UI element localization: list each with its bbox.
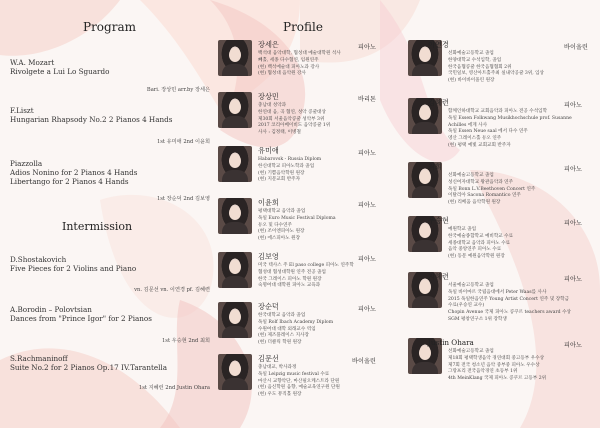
intermission-heading: Intermission	[62, 220, 133, 233]
program-item	[10, 159, 210, 202]
profile-card	[408, 216, 594, 266]
performer-instrument: 피아노	[564, 220, 582, 227]
composer: Piazzolla	[10, 159, 43, 168]
performer-bio: 선화예술고등학교 졸업 제18회 평택학생음악 경연대회 중고등부 우수상 제7회 전국 청소년 음악 중부중 피아노 우수상 그랑프리 전국음악경연 초등부 1위 4th MeinKlang 국제 피아노 콩쿠르 고등부 2위	[448, 349, 547, 382]
program-item	[10, 58, 210, 93]
performer-bio: 평택대학교 음악과 졸업 독일 Euro Music Festival Diploma 듀오 및 다수연주 (현) 조이엔피아노 원장 (현) 에스피아노 원장	[258, 209, 336, 242]
portrait-photo	[218, 146, 252, 182]
piece-title: Five Pieces for 2 Violins and Piano	[10, 264, 137, 273]
profile-card	[218, 40, 388, 90]
performer-bio: 선화예술고등학교 졸업 성신여자대학교 왕관음악과 연주 독일 Bonn L.V.Beethoven Concert 연주 이탈리아 Sacona Romantico 연주 (현) 리베움 음악학원 원장	[448, 173, 536, 206]
performer-instrument: 피아노	[358, 202, 376, 209]
performers: Bari. 장상민 arr.by 장세은	[146, 87, 210, 93]
performer-bio: 서울예술고등학교 졸업 독일 바이마르 국립음대에서 Peter Waas를 사사 2015 독일한음연주 Young Artist Concert 연주 및 장학금 수료(우승연 교수) Chopin Avenue 국제 피아노 콩쿠르 teachers award 수상 SGM 평창연구소 1위 장학생	[448, 283, 571, 322]
composer: A.Borodin – Polovtsian	[10, 305, 92, 314]
portrait-photo	[218, 252, 252, 288]
composer: F.Liszt	[10, 106, 34, 115]
profile-card	[218, 92, 388, 142]
profile-card	[408, 40, 594, 90]
portrait-photo	[218, 354, 252, 390]
piece-title: Suite No.2 for 2 Pianos Op.17 IV.Tarantella	[10, 363, 167, 372]
performer-instrument: 피아노	[564, 102, 582, 109]
composer: W.A. Mozart	[10, 58, 55, 67]
performer-name: 최희	[428, 162, 442, 171]
profile-heading: Profile	[283, 20, 323, 34]
performer-instrument: 피아노	[564, 342, 582, 349]
performer-name: 장순덕	[258, 302, 279, 311]
performers: 1st 우승현 2nd 최희	[161, 338, 210, 344]
profile-card	[218, 354, 388, 404]
performer-instrument: 바이올린	[564, 44, 588, 51]
performer-instrument: 피아노	[358, 256, 376, 263]
profile-card	[408, 338, 594, 398]
performer-instrument: 바리톤	[358, 96, 376, 103]
performers: 1st 유미애 2nd 이윤희	[156, 139, 210, 145]
performers: 1st 장순덕 2nd 김보영	[156, 196, 210, 202]
piece-title: Adios Nonino for 2 Pianos 4 Hands	[10, 168, 138, 177]
program-item	[10, 106, 210, 145]
performer-bio: 함께인하대학교 교회음악과 피아노 전공 수석입학 독일 Essen Folkwang Musikhochschule prof. Susanne Achilles 에게 사사 독일 Essen Neue saal 에서 다수 연주 영산 그레이스홀 듀오 연주 (현) 평택 예빛 교회교회 반주자	[448, 109, 572, 148]
performers: 1st 지혜런 2nd Justin Ohara	[138, 385, 210, 391]
profile-card	[408, 272, 594, 332]
piece-title: Dances from "Prince Igor" for 2 Pianos	[10, 314, 152, 323]
portrait-photo	[218, 198, 252, 234]
performer-name: 이연경	[428, 40, 449, 49]
performer-name: 우승현	[428, 216, 449, 225]
piece-title: Rivolgete a Lui Lo Sguardo	[10, 67, 110, 76]
portrait-photo	[218, 92, 252, 128]
performer-bio: 미국 텍사스 주 El paso college 피아노 연주학 협성대 협성대학원 연주 전공 졸업 한국 그레이스 피아노 학원 원장 숙명여대 대학원 피아노 교육과	[258, 263, 354, 289]
performer-name: Justin Ohara	[428, 338, 474, 347]
performer-instrument: 피아노	[358, 150, 376, 157]
performer-instrument: 피아노	[564, 166, 582, 173]
performer-instrument: 피아노	[564, 276, 582, 283]
performer-name: 김문선	[258, 354, 279, 363]
piece-title: Hungarian Rhapsody No.2 2 Pianos 4 Hands	[10, 115, 173, 124]
profile-card	[408, 98, 594, 158]
performer-bio: 선화예술고등학교 졸업 한양대학교 수석입학, 졸업 한국음협콩쿨 한국음협협회 2위 국민일보, 영산아트홀주최 실내악공쿨 3위, 입상 (현) 바이바이올린 원장	[448, 51, 544, 84]
performer-bio: 예원학교 졸업 한국예술종합학교 예비학교 수료 세종대학교 음악과 피아노 수료 음악 중앙연주 피아노 수료 (현) 동문 예원음악학원 원장	[448, 227, 514, 260]
program-item	[10, 255, 210, 293]
performer-bio: 충남대 성악과 한연대 음, 곡 협연, 성악 콩쿨대상 제30회 서울음악콩쿨 성악부 3위 2017 코리아베이비도 음악콩쿨 1위 사사 : 김정태, 이병철	[258, 103, 331, 136]
performer-instrument: 피아노	[358, 44, 376, 51]
profile-card	[408, 162, 594, 212]
profile-card	[218, 146, 388, 196]
performer-name: 장세은	[258, 40, 279, 49]
performer-name: 지혜련	[428, 272, 449, 281]
program-item	[10, 305, 210, 344]
performer-name: 유미애	[258, 146, 279, 155]
performer-bio: 충남대교, 박사과정 독일 Leipzig music festival 수료 마산시 교향악단, 마산필오케스트라 단원 (현) 음신학원 음향, 예술교육연구원 단원 (현) 우도 뮤직홀 원장	[258, 365, 340, 398]
performer-name: 장상민	[258, 92, 279, 101]
composer: S.Rachmaninoff	[10, 354, 68, 363]
portrait-photo	[218, 40, 252, 76]
performer-instrument: 바이올린	[352, 358, 376, 365]
performer-bio: Habarovsk - Russia Diplom 한신대학교 피아노학과 졸업 (현) 기쁨음악학원 원장 (현) 지문교회 반주자	[258, 157, 322, 183]
performer-bio: 한국대학교 음악과 졸업 독일 Rolf Ibach Academy Diplom 수원여대 대학 외래교수 역임 (현) 제즈플레이스 지사장 (현) 더클릭 학원 원장	[258, 313, 334, 346]
performer-instrument: 피아노	[358, 306, 376, 313]
piece-title: Libertango for 2 Pianos 4 Hands	[10, 177, 129, 186]
program-heading: Program	[83, 20, 136, 34]
performer-name: 이윤희	[258, 198, 279, 207]
profile-card	[218, 252, 388, 302]
composer: D.Shostakovich	[10, 255, 67, 264]
performers: vn. 김문선 vn. 이연경 pf. 김혜련	[134, 287, 210, 293]
performer-name: 김혜련	[428, 98, 449, 107]
portrait-photo	[218, 302, 252, 338]
profile-card	[218, 198, 388, 248]
performer-bio: 백석대 음악대학, 협성대 예술대학원 석사 빼홀, 세종 다수협연, 임원연주 (현) 백석예술대 피아노과 강사 (현) 협성대 음악원 강사	[258, 51, 341, 77]
performer-name: 김보영	[258, 252, 279, 261]
program-item	[10, 354, 210, 391]
profile-card	[218, 302, 388, 352]
